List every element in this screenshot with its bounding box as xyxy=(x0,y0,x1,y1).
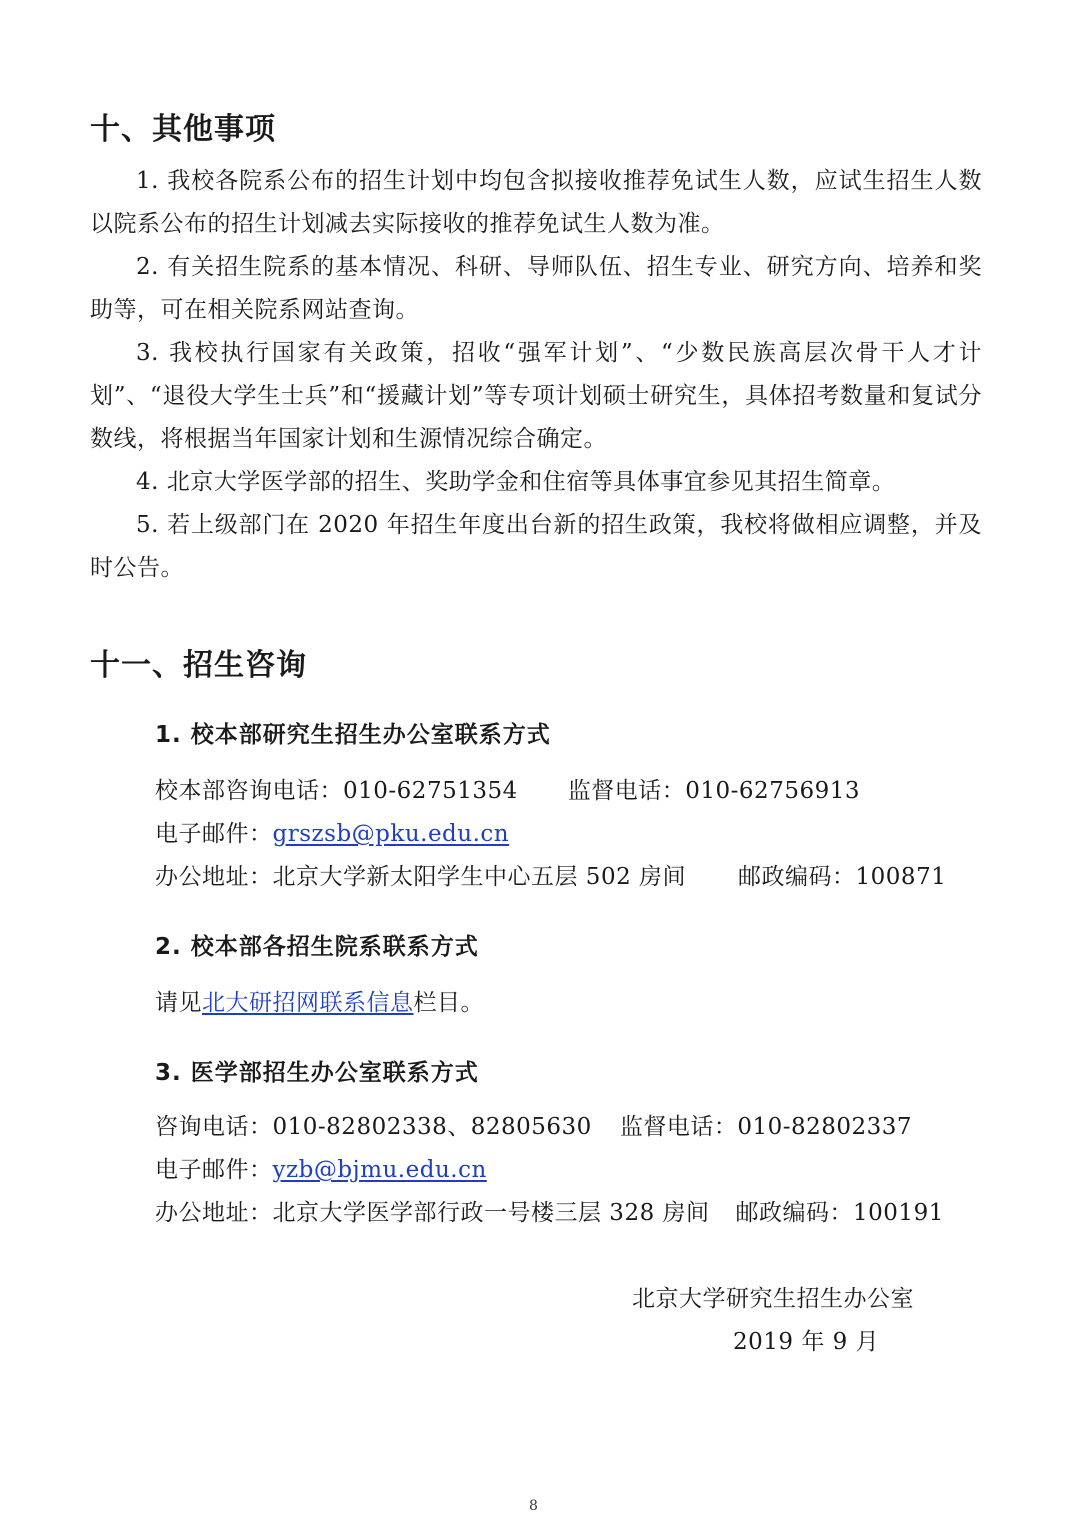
section-11-heading: 十一、招生咨询 xyxy=(90,648,307,683)
medical-address: 办公地址：北京大学医学部行政一号楼三层 328 房间 xyxy=(155,1200,710,1226)
main-campus-supervise-phone: 监督电话：010-62756913 xyxy=(567,778,860,804)
section-10-item-1: 1. 我校各院系公布的招生计划中均包含拟接收推荐免试生人数，应试生招生人数以院系公布的招生计划减去实际接收的推荐免试生人数为准。 xyxy=(90,168,982,237)
subsection-2-heading: 2. 校本部各招生院系联系方式 xyxy=(155,934,479,960)
medical-phone-line xyxy=(155,1108,912,1141)
subsection-1-heading: 1. 校本部研究生招生办公室联系方式 xyxy=(155,722,551,748)
department-contact-line xyxy=(155,984,484,1017)
section-10-heading: 十、其他事项 xyxy=(90,112,276,147)
medical-supervise-phone: 监督电话：010-82802337 xyxy=(619,1114,913,1140)
contact-info-link[interactable]: 北大研招网联系信息 xyxy=(202,990,414,1016)
main-campus-phone-line xyxy=(155,772,860,805)
main-campus-address-line xyxy=(155,858,946,891)
signature-office: 北京大学研究生招生办公室 xyxy=(632,1286,914,1312)
main-campus-phone: 校本部咨询电话：010-62751354 xyxy=(155,778,518,804)
page-number: 8 xyxy=(529,1498,538,1514)
medical-email-link[interactable]: yzb@bjmu.edu.cn xyxy=(272,1157,487,1183)
main-campus-email-link[interactable]: grszsb@pku.edu.cn xyxy=(272,821,510,847)
signature-date: 2019 年 9 月 xyxy=(733,1329,880,1355)
email-label: 电子邮件： xyxy=(155,1157,273,1183)
subsection-3-heading: 3. 医学部招生办公室联系方式 xyxy=(155,1060,479,1086)
email-label: 电子邮件： xyxy=(155,821,273,847)
main-campus-email-line xyxy=(155,815,509,848)
department-contact-suffix: 栏目。 xyxy=(413,990,484,1016)
medical-phone: 咨询电话：010-82802338、82805630 xyxy=(155,1114,592,1140)
medical-postcode: 邮政编码：100191 xyxy=(735,1200,944,1226)
section-10-item-4: 4. 北京大学医学部的招生、奖助学金和住宿等具体事宜参见其招生简章。 xyxy=(136,469,896,495)
section-10-item-3: 3. 我校执行国家有关政策，招收“强军计划”、“少数民族高层次骨干人才计划”、“退役大学生士兵”和“援藏计划”等专项计划硕士研究生，具体招考数量和复试分数线，将根据当年国家计划和生源情况综合确定。 xyxy=(90,340,982,452)
main-campus-address: 办公地址：北京大学新太阳学生中心五层 502 房间 xyxy=(155,864,687,890)
main-campus-postcode: 邮政编码：100871 xyxy=(738,864,947,890)
medical-address-line xyxy=(155,1194,944,1227)
section-10-item-2: 2. 有关招生院系的基本情况、科研、导师队伍、招生专业、研究方向、培养和奖助等，可在相关院系网站查询。 xyxy=(90,254,982,323)
department-contact-prefix: 请见 xyxy=(155,990,202,1016)
medical-email-line xyxy=(155,1151,487,1184)
section-10-item-5: 5. 若上级部门在 2020 年招生年度出台新的招生政策，我校将做相应调整，并及时公告。 xyxy=(90,512,982,581)
